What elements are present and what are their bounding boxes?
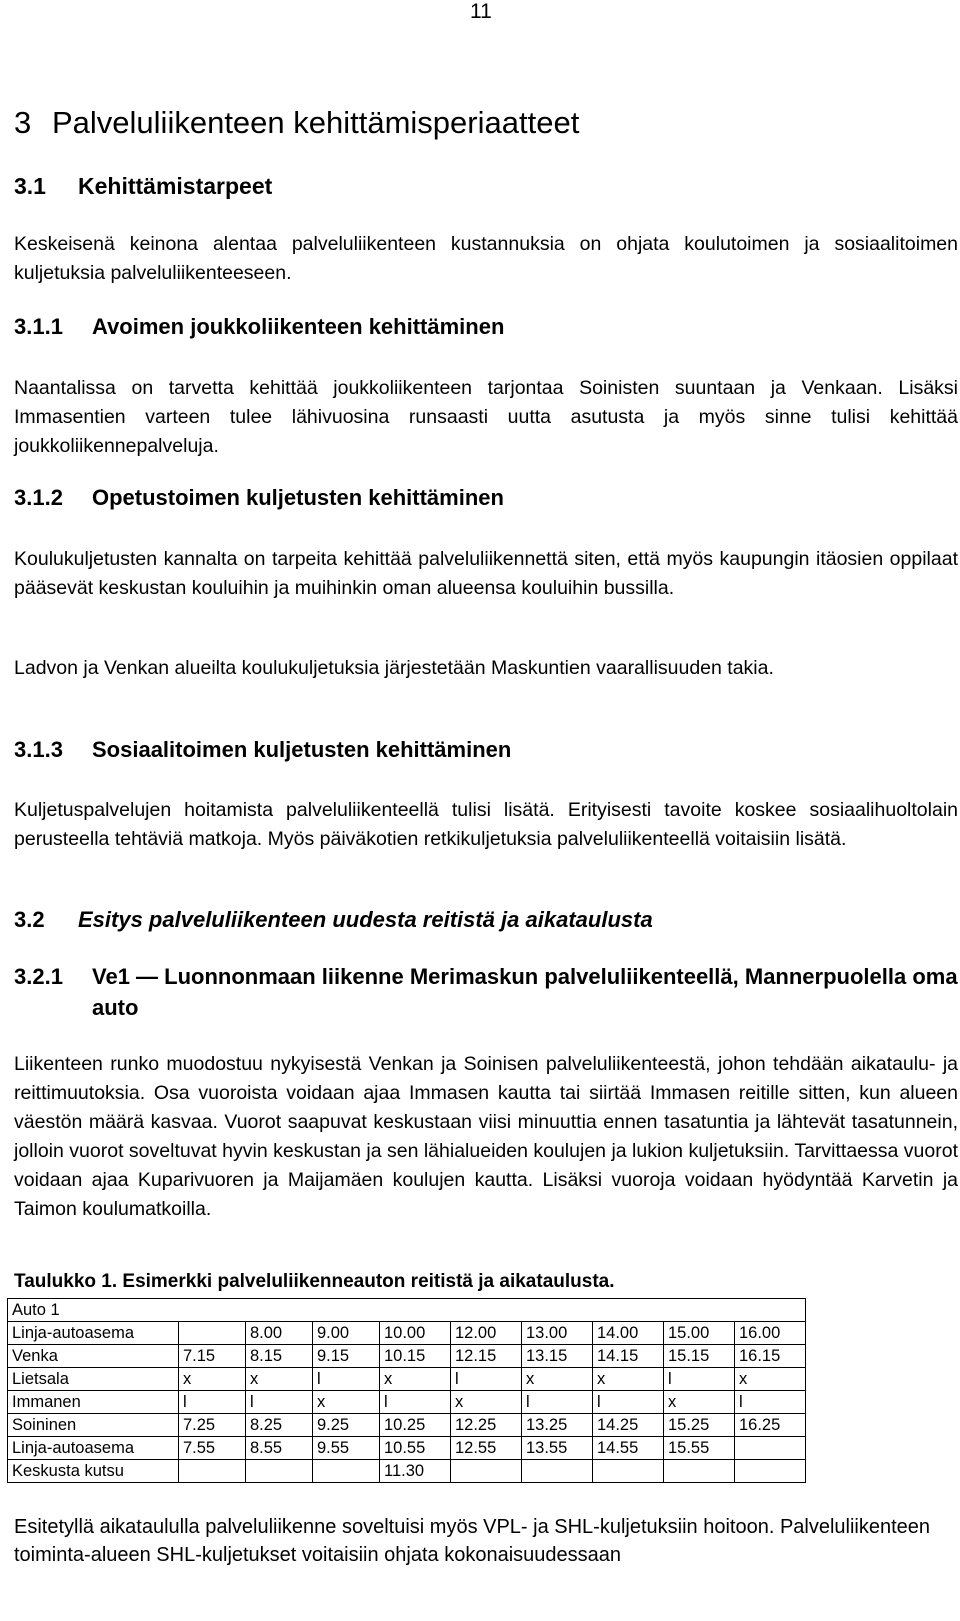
table-header-row <box>8 1299 806 1322</box>
table-cell: 14.55 <box>593 1437 664 1460</box>
table-cell: 15.25 <box>664 1414 735 1437</box>
section-title: Sosiaalitoimen kuljetusten kehittäminen <box>92 737 512 762</box>
table-cell: Immanen <box>8 1391 179 1414</box>
table-cell: l <box>664 1368 735 1391</box>
table-cell: 10.25 <box>380 1414 451 1437</box>
table-cell: Soininen <box>8 1414 179 1437</box>
section-3-1-3-body: Kuljetuspalvelujen hoitamista palveluliikenteellä tulisi lisätä. Erityisesti tavoite koskee sosiaalihuoltolain perusteella tehtäviä matkoja. Myös päiväkotien retkikuljetuksia palveluliikenteellä voitaisiin lisätä. <box>14 799 958 850</box>
table-cell: x <box>313 1391 380 1414</box>
section-3-2-1-body: Liikenteen runko muodostuu nykyisestä Venkan ja Soinisen palveluliikenteestä, johon tehdään aikataulu- ja reittimuutoksia. Osa vuoroista voidaan ajaa Immasen kautta tai siirtää Immasen reitille sitten, kun alueen väestön määrä kasvaa. Vuorot saapuvat keskustaan viisi minuuttia ennen tasatuntia ja lähtevät tasatunnein, jolloin vuorot soveltuvat hyvin keskustan ja sen lähialueiden koulujen ja lukion kuljetuksiin. Tarvittaessa vuorot voidaan ajaa Kuparivuoren ja Maijamäen koulujen kautta. Lisäksi vuoroja voidaan hyödyntää Karvetin ja Taimon koulumatkoilla. <box>14 1053 958 1220</box>
table-row <box>8 1460 806 1483</box>
section-title: Avoimen joukkoliikenteen kehittäminen <box>92 314 505 339</box>
page-number: 11 <box>470 0 492 23</box>
table-row <box>8 1368 806 1391</box>
section-number: 3.1.2 <box>14 485 63 510</box>
table-cell: 14.25 <box>593 1414 664 1437</box>
table-cell: Lietsala <box>8 1368 179 1391</box>
table-row <box>8 1391 806 1414</box>
table-cell: 13.00 <box>522 1322 593 1345</box>
section-3-1-body: Keskeisenä keinona alentaa palveluliikenteen kustannuksia on ohjata koulutoimen ja sosiaalitoimen kuljetuksia palveluliikenteeseen. <box>14 233 958 284</box>
table-cell: 8.25 <box>246 1414 313 1437</box>
table-cell: 15.00 <box>664 1322 735 1345</box>
section-number: 3.1 <box>14 173 46 199</box>
table-cell: 10.00 <box>380 1322 451 1345</box>
table-cell <box>246 1460 313 1483</box>
table-cell: x <box>179 1368 246 1391</box>
section-title: Kehittämistarpeet <box>78 173 273 199</box>
section-number: 3.2.1 <box>14 964 63 989</box>
section-3-2-heading <box>14 907 958 933</box>
table-cell <box>451 1460 522 1483</box>
chapter-number: 3 <box>14 105 32 140</box>
section-3-1-1-body: Naantalissa on tarvetta kehittää joukkoliikenteen tarjontaa Soinisten suuntaan ja Venkaan. Lisäksi Immasentien varteen tulee lähivuosina runsaasti uutta asutusta ja myös sinne tulisi kehittää joukkoliikennepalveluja. <box>14 377 958 457</box>
table-cell: 14.15 <box>593 1345 664 1368</box>
table-cell: l <box>593 1391 664 1414</box>
table-cell: 15.15 <box>664 1345 735 1368</box>
table-cell <box>593 1460 664 1483</box>
table-cell: Venka <box>8 1345 179 1368</box>
table-cell: 12.55 <box>451 1437 522 1460</box>
section-title: Ve1 — Luonnonmaan liikenne Merimaskun palveluliikenteellä, Mannerpuolella oma auto <box>92 964 958 1020</box>
table-caption: Taulukko 1. Esimerkki palveluliikenneauton reitistä ja aikataulusta. <box>14 1271 615 1292</box>
table-cell: 15.55 <box>664 1437 735 1460</box>
table-row <box>8 1414 806 1437</box>
table-cell <box>179 1460 246 1483</box>
table-cell: 12.15 <box>451 1345 522 1368</box>
table-cell: 12.25 <box>451 1414 522 1437</box>
table-cell: Linja-autoasema <box>8 1437 179 1460</box>
table-cell <box>179 1322 246 1345</box>
table-cell: 16.15 <box>735 1345 806 1368</box>
section-title: Esitys palveluliikenteen uudesta reitistä ja aikataulusta <box>78 907 653 932</box>
table-cell: 13.55 <box>522 1437 593 1460</box>
section-3-1-2-body-2: Ladvon ja Venkan alueilta koulukuljetuksia järjestetään Maskuntien vaarallisuuden takia. <box>14 657 774 679</box>
table-cell: 11.30 <box>380 1460 451 1483</box>
closing-paragraph: Esitetyllä aikataululla palveluliikenne soveltuisi myös VPL- ja SHL-kuljetuksiin hoitoon. Palveluliikenteen toiminta-alueen SHL-kuljetukset voitaisiin ohjata kokonaisuudessaan <box>14 1516 931 1566</box>
table-cell <box>664 1460 735 1483</box>
table-cell: 7.25 <box>179 1414 246 1437</box>
table-cell: Keskusta kutsu <box>8 1460 179 1483</box>
table-cell: 9.00 <box>313 1322 380 1345</box>
table-cell <box>735 1460 806 1483</box>
table-cell: 7.15 <box>179 1345 246 1368</box>
section-number: 3.1.3 <box>14 737 63 762</box>
table-cell: 9.55 <box>313 1437 380 1460</box>
table-cell: 7.55 <box>179 1437 246 1460</box>
table-cell: 9.15 <box>313 1345 380 1368</box>
table-cell: l <box>522 1391 593 1414</box>
chapter-title: Palveluliikenteen kehittämisperiaatteet <box>52 105 580 140</box>
section-3-1-heading <box>14 173 958 200</box>
table-cell: 10.55 <box>380 1437 451 1460</box>
table-cell: x <box>664 1391 735 1414</box>
table-cell: 16.25 <box>735 1414 806 1437</box>
table-cell: 8.55 <box>246 1437 313 1460</box>
section-title: Opetustoimen kuljetusten kehittäminen <box>92 485 504 510</box>
table-cell <box>522 1460 593 1483</box>
table-cell <box>313 1460 380 1483</box>
table-cell: l <box>451 1368 522 1391</box>
table-row <box>8 1322 806 1345</box>
table-row <box>8 1345 806 1368</box>
table-cell: x <box>735 1368 806 1391</box>
table-cell: x <box>380 1368 451 1391</box>
table-cell: l <box>380 1391 451 1414</box>
table-cell: Linja-autoasema <box>8 1322 179 1345</box>
table-cell: 14.00 <box>593 1322 664 1345</box>
table-cell: 12.00 <box>451 1322 522 1345</box>
table-cell: x <box>246 1368 313 1391</box>
table-cell: l <box>179 1391 246 1414</box>
schedule-table <box>7 1298 806 1483</box>
table-cell: l <box>313 1368 380 1391</box>
section-number: 3.1.1 <box>14 314 63 339</box>
table-header: Auto 1 <box>8 1299 806 1322</box>
table-cell: 8.15 <box>246 1345 313 1368</box>
table-cell: 16.00 <box>735 1322 806 1345</box>
table-cell: 10.15 <box>380 1345 451 1368</box>
table-cell: 13.25 <box>522 1414 593 1437</box>
section-3-2-1-heading <box>14 961 960 1023</box>
table-cell: 9.25 <box>313 1414 380 1437</box>
table-cell: l <box>246 1391 313 1414</box>
section-number: 3.2 <box>14 907 45 932</box>
section-3-1-2-body-1: Koulukuljetusten kannalta on tarpeita kehittää palveluliikennettä siten, että myös kaupungin itäosien oppilaat pääsevät keskustan kouluihin ja muihinkin oman alueensa kouluihin bussilla. <box>14 548 958 599</box>
section-3-1-1-heading <box>14 314 958 340</box>
table-cell: x <box>593 1368 664 1391</box>
table-cell: 13.15 <box>522 1345 593 1368</box>
table-cell: x <box>451 1391 522 1414</box>
table-cell: l <box>735 1391 806 1414</box>
chapter-heading <box>14 105 958 141</box>
table-cell: x <box>522 1368 593 1391</box>
table-cell: 8.00 <box>246 1322 313 1345</box>
section-3-1-3-heading <box>14 737 958 763</box>
section-3-1-2-heading <box>14 485 958 511</box>
table-row <box>8 1437 806 1460</box>
table-cell <box>735 1437 806 1460</box>
